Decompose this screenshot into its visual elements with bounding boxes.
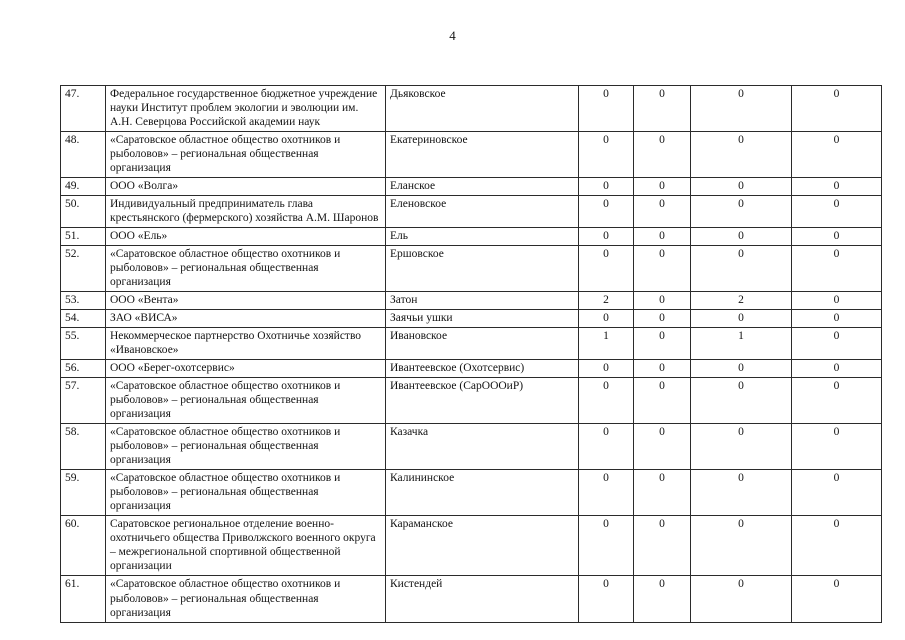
table-row — [61, 516, 882, 576]
row-number: 60. — [61, 516, 106, 576]
table-row — [61, 470, 882, 516]
row-number: 61. — [61, 576, 106, 622]
row-number: 56. — [61, 360, 106, 378]
row-number: 59. — [61, 470, 106, 516]
organization-name: Индивидуальный предприниматель глава крестьянского (фермерского) хозяйства А.М. Шаронов — [106, 196, 386, 228]
value-cell: 0 — [634, 360, 691, 378]
hunting-ground-name: Кистендей — [386, 576, 579, 622]
value-cell: 0 — [579, 228, 634, 246]
hunting-ground-name: Ель — [386, 228, 579, 246]
value-cell: 0 — [792, 86, 882, 132]
table-row — [61, 86, 882, 132]
page-number: 4 — [449, 28, 456, 43]
value-cell: 0 — [634, 86, 691, 132]
organization-name: ООО «Волга» — [106, 178, 386, 196]
row-number: 47. — [61, 86, 106, 132]
value-cell: 1 — [691, 328, 792, 360]
organization-name: «Саратовское областное общество охотников и рыболовов» – региональная общественная организация — [106, 576, 386, 622]
value-cell: 0 — [634, 292, 691, 310]
table-row — [61, 292, 882, 310]
value-cell: 0 — [691, 132, 792, 178]
value-cell: 0 — [579, 516, 634, 576]
value-cell: 0 — [634, 516, 691, 576]
value-cell: 0 — [579, 576, 634, 622]
row-number: 57. — [61, 378, 106, 424]
row-number: 48. — [61, 132, 106, 178]
hunting-ground-name: Караманское — [386, 516, 579, 576]
row-number: 54. — [61, 310, 106, 328]
value-cell: 0 — [634, 246, 691, 292]
table-row — [61, 132, 882, 178]
row-number: 49. — [61, 178, 106, 196]
row-number: 51. — [61, 228, 106, 246]
hunting-ground-name: Ивантеевское (СарОООиР) — [386, 378, 579, 424]
organization-name: «Саратовское областное общество охотников и рыболовов» – региональная общественная организация — [106, 424, 386, 470]
value-cell: 0 — [691, 228, 792, 246]
value-cell: 0 — [579, 246, 634, 292]
value-cell: 1 — [579, 328, 634, 360]
organization-name: ЗАО «ВИСА» — [106, 310, 386, 328]
value-cell: 0 — [691, 360, 792, 378]
organization-name: «Саратовское областное общество охотников и рыболовов» – региональная общественная организация — [106, 132, 386, 178]
table-row — [61, 310, 882, 328]
table-body — [61, 86, 882, 623]
value-cell: 0 — [579, 378, 634, 424]
value-cell: 0 — [792, 470, 882, 516]
organizations-table-wrap — [60, 85, 881, 623]
hunting-ground-name: Дьяковское — [386, 86, 579, 132]
value-cell: 0 — [634, 178, 691, 196]
table-row — [61, 424, 882, 470]
hunting-ground-name: Ивановское — [386, 328, 579, 360]
value-cell: 0 — [792, 292, 882, 310]
value-cell: 0 — [579, 196, 634, 228]
value-cell: 0 — [634, 378, 691, 424]
value-cell: 0 — [634, 470, 691, 516]
organization-name: «Саратовское областное общество охотников и рыболовов» – региональная общественная организация — [106, 470, 386, 516]
organization-name: Саратовское региональное отделение военно-охотничьего общества Приволжского военного округа – межрегиональной спортивной общественной организации — [106, 516, 386, 576]
value-cell: 0 — [691, 246, 792, 292]
value-cell: 0 — [792, 576, 882, 622]
hunting-ground-name: Еланское — [386, 178, 579, 196]
organizations-table — [60, 85, 882, 623]
row-number: 50. — [61, 196, 106, 228]
value-cell: 2 — [691, 292, 792, 310]
value-cell: 0 — [792, 360, 882, 378]
hunting-ground-name: Заячьи ушки — [386, 310, 579, 328]
value-cell: 0 — [691, 424, 792, 470]
value-cell: 0 — [792, 424, 882, 470]
hunting-ground-name: Калининское — [386, 470, 579, 516]
row-number: 58. — [61, 424, 106, 470]
organization-name: ООО «Берег-охотсервис» — [106, 360, 386, 378]
organization-name: «Саратовское областное общество охотников и рыболовов» – региональная общественная организация — [106, 378, 386, 424]
hunting-ground-name: Еленовское — [386, 196, 579, 228]
value-cell: 0 — [792, 132, 882, 178]
value-cell: 0 — [579, 178, 634, 196]
value-cell: 0 — [792, 196, 882, 228]
table-row — [61, 328, 882, 360]
organization-name: Федеральное государственное бюджетное учреждение науки Институт проблем экологии и эволюции им. А.Н. Северцова Российской академии наук — [106, 86, 386, 132]
hunting-ground-name: Ершовское — [386, 246, 579, 292]
value-cell: 2 — [579, 292, 634, 310]
hunting-ground-name: Казачка — [386, 424, 579, 470]
value-cell: 0 — [634, 328, 691, 360]
value-cell: 0 — [634, 576, 691, 622]
value-cell: 0 — [792, 178, 882, 196]
value-cell: 0 — [634, 310, 691, 328]
table-row — [61, 378, 882, 424]
value-cell: 0 — [792, 246, 882, 292]
value-cell: 0 — [792, 516, 882, 576]
row-number: 55. — [61, 328, 106, 360]
value-cell: 0 — [579, 360, 634, 378]
value-cell: 0 — [634, 228, 691, 246]
value-cell: 0 — [792, 378, 882, 424]
value-cell: 0 — [579, 86, 634, 132]
organization-name: «Саратовское областное общество охотников и рыболовов» – региональная общественная организация — [106, 246, 386, 292]
value-cell: 0 — [579, 470, 634, 516]
value-cell: 0 — [691, 516, 792, 576]
table-row — [61, 178, 882, 196]
organization-name: ООО «Вента» — [106, 292, 386, 310]
value-cell: 0 — [691, 378, 792, 424]
value-cell: 0 — [634, 424, 691, 470]
value-cell: 0 — [579, 132, 634, 178]
value-cell: 0 — [634, 132, 691, 178]
value-cell: 0 — [579, 310, 634, 328]
value-cell: 0 — [691, 576, 792, 622]
table-row — [61, 576, 882, 622]
hunting-ground-name: Ивантеевское (Охотсервис) — [386, 360, 579, 378]
value-cell: 0 — [792, 328, 882, 360]
value-cell: 0 — [792, 310, 882, 328]
table-row — [61, 360, 882, 378]
table-row — [61, 228, 882, 246]
row-number: 52. — [61, 246, 106, 292]
value-cell: 0 — [691, 470, 792, 516]
value-cell: 0 — [579, 424, 634, 470]
value-cell: 0 — [634, 196, 691, 228]
value-cell: 0 — [691, 178, 792, 196]
organization-name: ООО «Ель» — [106, 228, 386, 246]
value-cell: 0 — [691, 86, 792, 132]
table-row — [61, 196, 882, 228]
row-number: 53. — [61, 292, 106, 310]
value-cell: 0 — [691, 196, 792, 228]
value-cell: 0 — [792, 228, 882, 246]
organization-name: Некоммерческое партнерство Охотничье хозяйство «Ивановское» — [106, 328, 386, 360]
hunting-ground-name: Затон — [386, 292, 579, 310]
value-cell: 0 — [691, 310, 792, 328]
hunting-ground-name: Екатериновское — [386, 132, 579, 178]
table-row — [61, 246, 882, 292]
